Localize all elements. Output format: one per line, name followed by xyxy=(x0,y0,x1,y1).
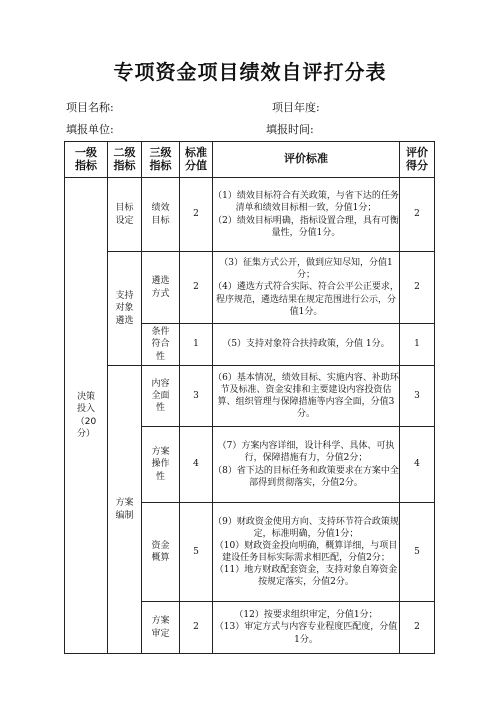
table-row xyxy=(65,366,435,427)
header-level3: 三级指标 xyxy=(142,142,180,178)
standard-score-cell: 4 xyxy=(180,427,213,503)
project-year-label: 项目年度: xyxy=(272,101,320,114)
reporting-time-label: 填报时间: xyxy=(266,123,314,136)
criteria-cell: （3）征集方式公开，做到应知尽知，分值1分； （4）遴选方式符合实际、符合公平公正要求，程序规范，遴选结果在规定范围进行公示，分值1分。 xyxy=(213,252,400,324)
table-row xyxy=(65,252,435,324)
standard-score-cell: 2 xyxy=(180,602,213,654)
score-cell: 4 xyxy=(400,427,435,503)
header-level2: 二级指标 xyxy=(108,142,142,178)
level3-cell: 方案审定 xyxy=(142,602,180,654)
level3-cell: 方案操作性 xyxy=(142,427,180,503)
standard-score-cell: 2 xyxy=(180,178,213,252)
header-level1: 一级指标 xyxy=(65,142,108,178)
level3-cell: 绩效目标 xyxy=(142,178,180,252)
standard-score-cell: 1 xyxy=(180,324,213,366)
standard-score-cell: 5 xyxy=(180,503,213,602)
criteria-cell: （5）支持对象符合扶持政策，分值 1分。 xyxy=(213,324,400,366)
score-cell: 5 xyxy=(400,503,435,602)
criteria-cell: （1）绩效目标符合有关政策，与省下达的任务清单和绩效目标相一致，分值1分； （2）绩效目标明确，指标设置合理，具有可衡量性，分值1分。 xyxy=(213,178,400,252)
level3-cell: 遴选方式 xyxy=(142,252,180,324)
reporting-unit-label: 填报单位: xyxy=(66,123,114,136)
project-name-label: 项目名称: xyxy=(66,101,114,114)
level2-cell: 支持对象遴选 xyxy=(108,252,142,366)
score-cell: 2 xyxy=(400,178,435,252)
criteria-cell: （12）按要求组织审定，分值1分； （13）审定方式与内容专业程度匹配度，分值1分。 xyxy=(213,602,400,654)
header-score: 评价得分 xyxy=(400,142,435,178)
score-cell: 3 xyxy=(400,366,435,427)
criteria-cell: （9）财政资金使用方向、支持环节符合政策规定，标准明确，分值1分； （10）财政资金投向明确，概算详细，与项目建设任务目标实际需求相匹配，分值2分； （11）地方财政配套资金，支持对象自筹资金按规定落实，分值2分。 xyxy=(213,503,400,602)
header-standard-score: 标准分值 xyxy=(180,142,213,178)
score-cell: 2 xyxy=(400,252,435,324)
standard-score-cell: 3 xyxy=(180,366,213,427)
score-cell: 2 xyxy=(400,602,435,654)
level3-cell: 内容全面性 xyxy=(142,366,180,427)
level2-cell: 目标设定 xyxy=(108,178,142,252)
standard-score-cell: 2 xyxy=(180,252,213,324)
table-row xyxy=(65,178,435,252)
level3-cell: 条件符合性 xyxy=(142,324,180,366)
level2-cell: 方案编制 xyxy=(108,366,142,654)
level1-cell: 决策投入（20分） xyxy=(65,178,108,654)
level3-cell: 资金概算 xyxy=(142,503,180,602)
self-assessment-table xyxy=(64,141,435,654)
score-cell: 1 xyxy=(400,324,435,366)
criteria-cell: （7）方案内容详细，设计科学、具体、可执行，保障措施有力，分值2分； （8）省下达的目标任务和政策要求在方案中全部得到贯彻落实，分值2分。 xyxy=(213,427,400,503)
page-title: 专项资金项目绩效自评打分表 xyxy=(113,60,387,84)
header-criteria: 评价标准 xyxy=(213,142,400,178)
table-header-row xyxy=(65,142,435,178)
criteria-cell: （6）基本情况，绩效目标、实施内容、补助环节及标准、资金安排和主要建设内容投资估算、组织管理与保障措施等内容全面，分值3分。 xyxy=(213,366,400,427)
